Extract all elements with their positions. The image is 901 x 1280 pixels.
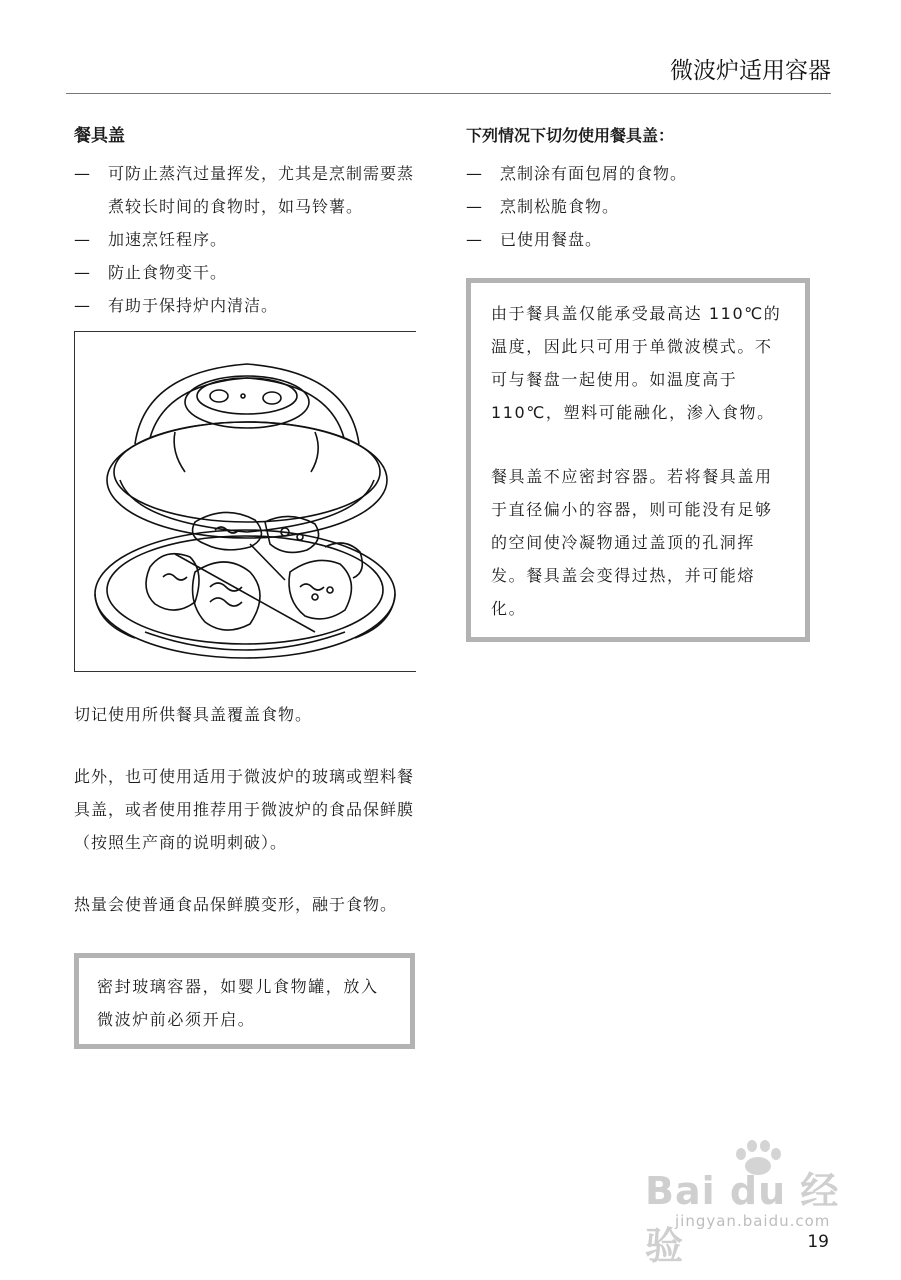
cover-benefits-list (74, 157, 419, 322)
dash-bullet: — (466, 164, 483, 183)
dash-bullet: — (74, 230, 91, 249)
list-item: — 有助于保持炉内清洁。 (74, 289, 419, 322)
dash-bullet: — (74, 296, 91, 315)
left-column (74, 123, 419, 1049)
list-item: — 烹制涂有面包屑的食物。 (466, 157, 811, 190)
dash-bullet: — (466, 230, 483, 249)
plate-cover-drawing (75, 332, 416, 671)
list-item: — 加速烹饪程序。 (74, 223, 419, 256)
page-number: 19 (807, 1232, 829, 1252)
paragraph-use-cover: 切记使用所供餐具盖覆盖食物。 (74, 705, 313, 724)
list-item: — 可防止蒸汽过量挥发，尤其是烹制需要蒸煮较长时间的食物时，如马铃薯。 (74, 157, 419, 223)
notice-text: 密封玻璃容器，如婴儿食物罐，放入微波炉前必须开启。 (97, 977, 379, 1029)
section-heading-cover: 餐具盖 (74, 126, 125, 146)
list-item: — 烹制松脆食物。 (466, 190, 811, 223)
notice-box-sealed-containers (74, 953, 415, 1049)
list-item: — 防止食物变干。 (74, 256, 419, 289)
watermark-brand: Bai du 经验 (645, 1169, 840, 1268)
notice-text-sealing: 餐具盖不应密封容器。若将餐具盖用于直径偏小的容器，则可能没有足够的空间使冷凝物通过盖顶的孔洞挥发。餐具盖会变得过热，并可能熔化。 (491, 467, 773, 618)
notice-box-temperature (466, 278, 810, 642)
list-item: — 已使用餐盘。 (466, 223, 811, 256)
dash-bullet: — (74, 263, 91, 282)
notice-text-temperature: 由于餐具盖仅能承受最高达 110℃的温度，因此只可用于单微波模式。不可与餐盘一起使用。如温度高于 110℃，塑料可能融化，渗入食物。 (491, 304, 782, 422)
dash-bullet: — (74, 164, 91, 183)
page-title: 微波炉适用容器 (670, 58, 831, 84)
paragraph-alternatives: 此外，也可使用适用于微波炉的玻璃或塑料餐具盖，或者使用推荐用于微波炉的食品保鲜膜（按照生产商的说明刺破）。 (74, 767, 415, 852)
right-column (466, 123, 811, 642)
do-not-use-list (466, 157, 811, 256)
paragraph-film-warning: 热量会使普通食品保鲜膜变形，融于食物。 (74, 895, 398, 914)
watermark-url: jingyan.baidu.com (675, 1212, 831, 1230)
plate-cover-illustration (74, 331, 416, 672)
header-divider (66, 93, 831, 94)
section-heading-do-not-use: 下列情况下切勿使用餐具盖： (466, 126, 675, 145)
dash-bullet: — (466, 197, 483, 216)
